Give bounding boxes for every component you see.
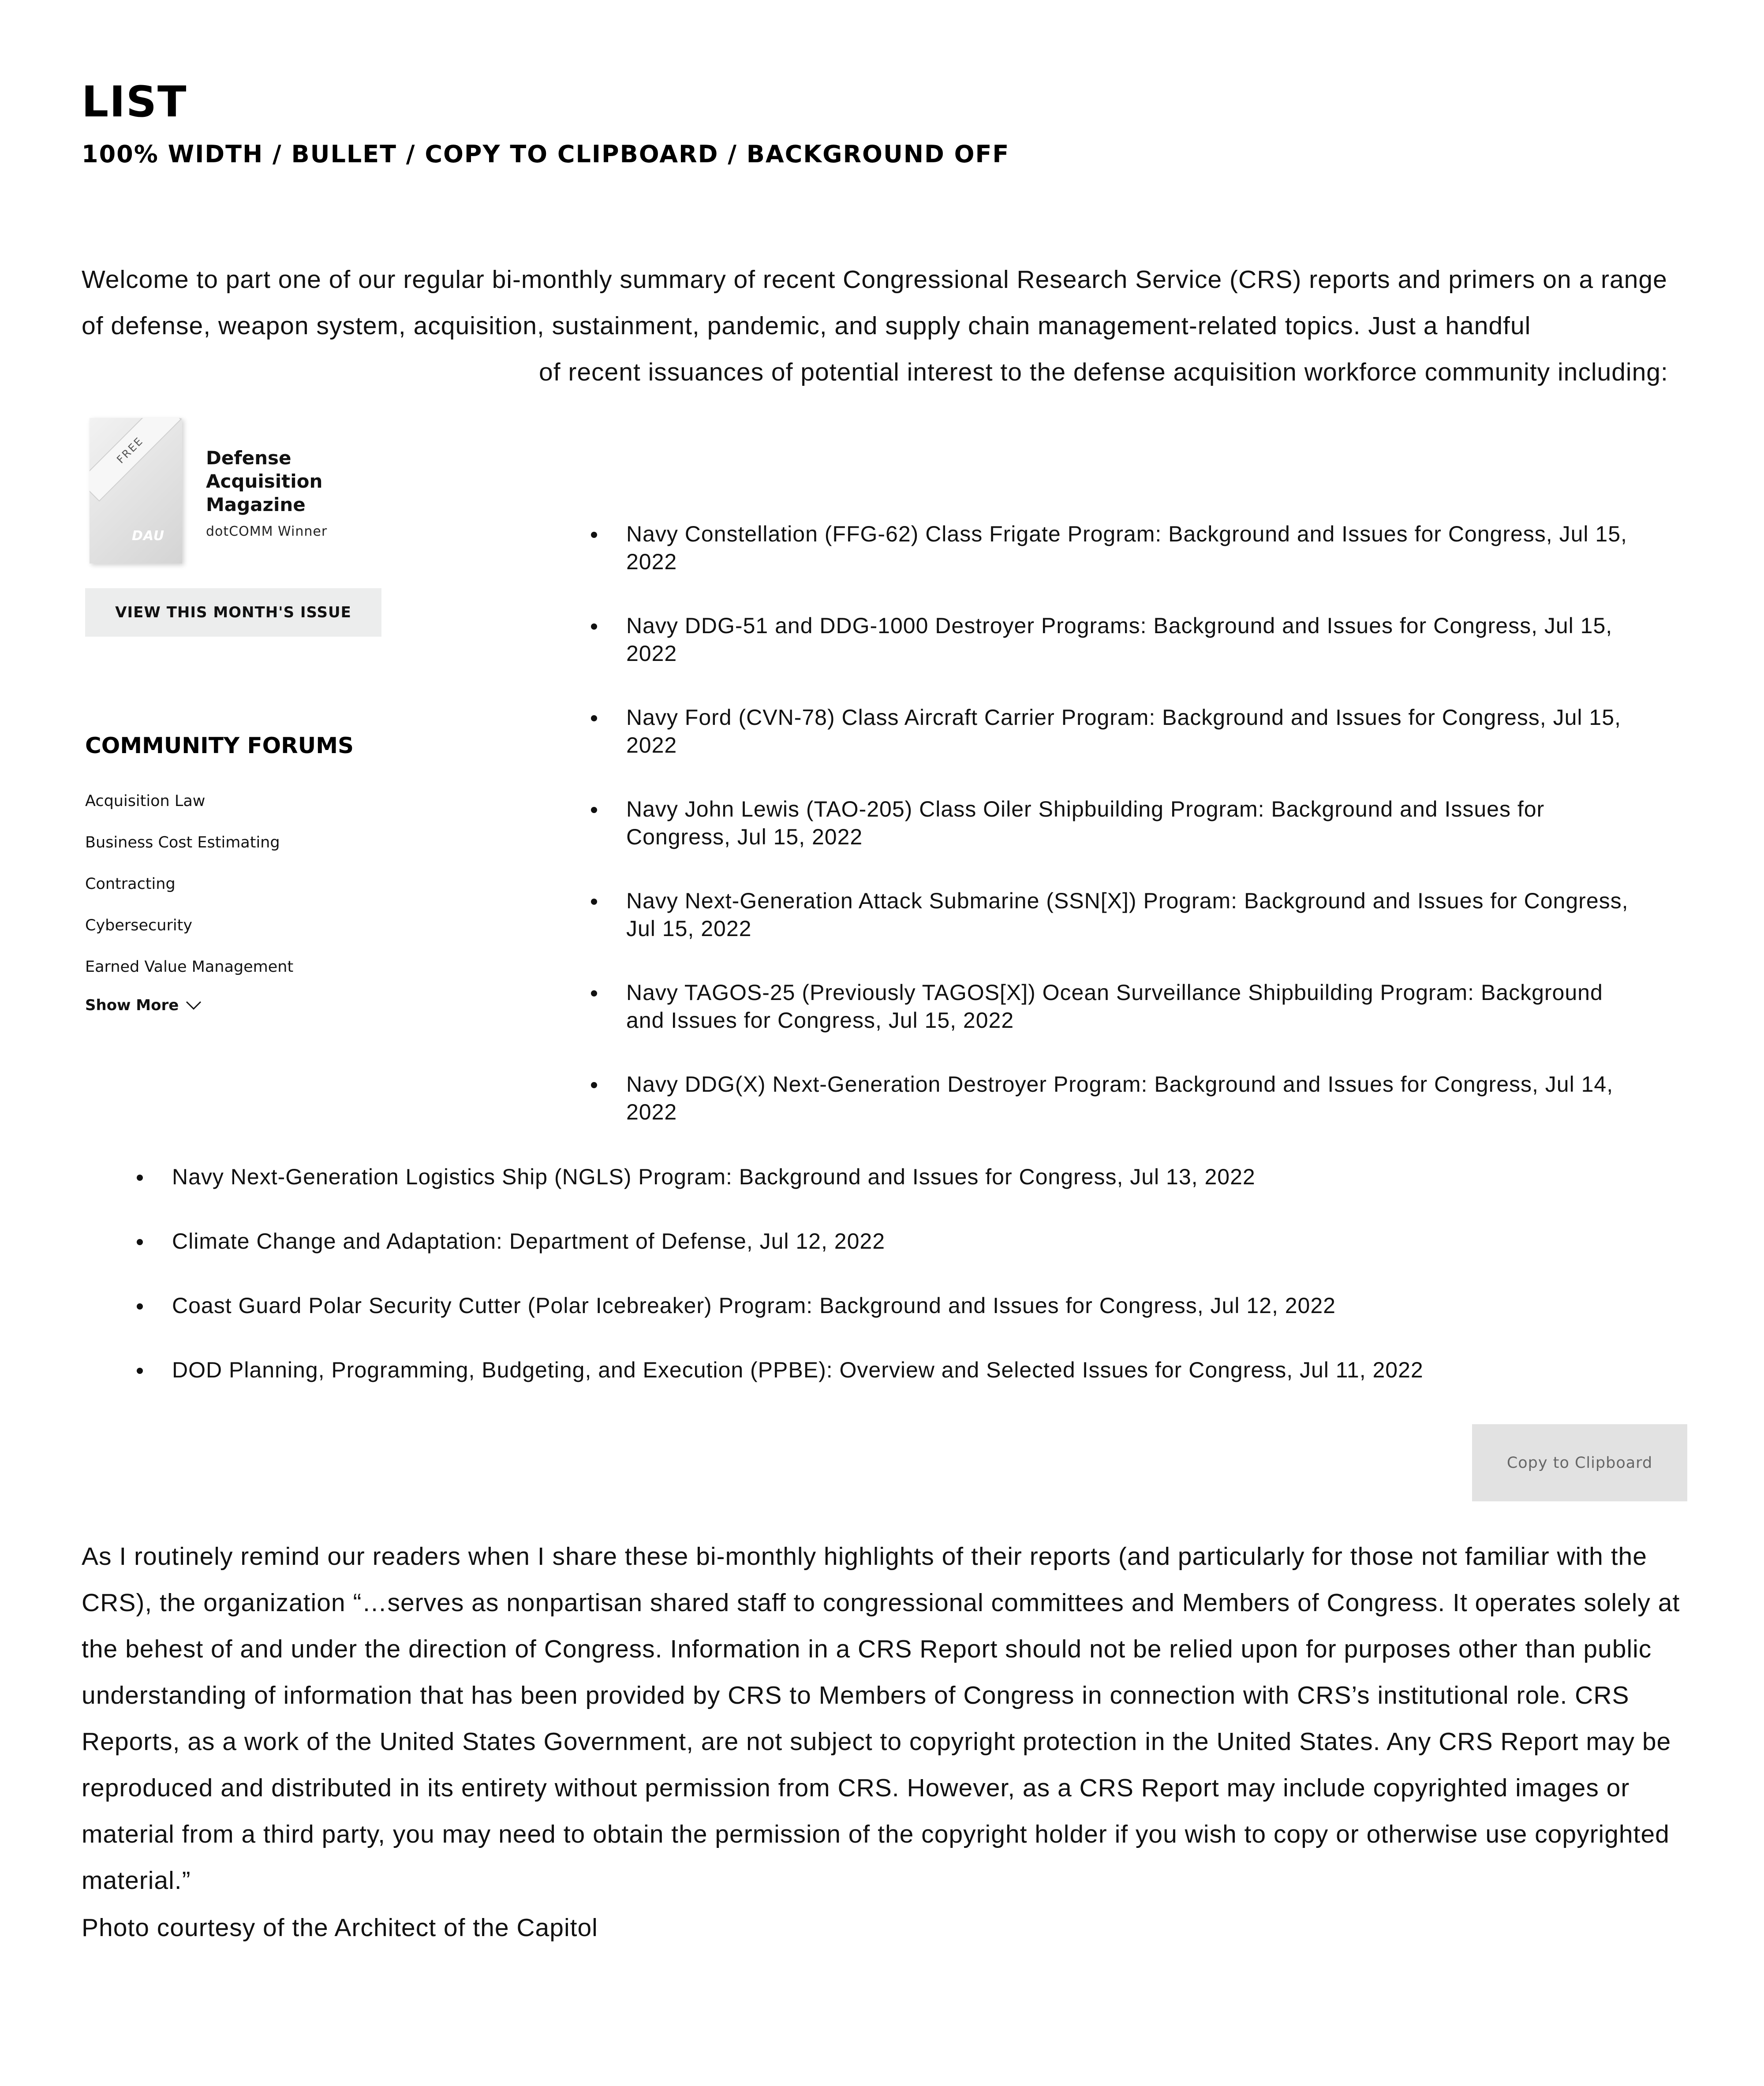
- copy-to-clipboard-button[interactable]: Copy to Clipboard: [1472, 1424, 1687, 1501]
- report-title: Navy Next-Generation Attack Submarine (SSN[X]) Program: Background and Issues for Congress, Jul 15, 2022: [626, 888, 1629, 941]
- report-title: Navy DDG(X) Next-Generation Destroyer Program: Background and Issues for Congress, Jul 14, 2022: [626, 1072, 1614, 1124]
- free-ribbon: [90, 418, 182, 502]
- view-this-months-issue-button[interactable]: VIEW THIS MONTH'S ISSUE: [85, 588, 381, 637]
- report-title: Coast Guard Polar Security Cutter (Polar Icebreaker) Program: Background and Issues for Congress, Jul 12, 2022: [172, 1293, 1336, 1318]
- list-item: [591, 612, 1641, 704]
- bullet-dot: [137, 1239, 143, 1245]
- dau-logo: DAU: [132, 528, 165, 544]
- report-title: DOD Planning, Programming, Budgeting, and Execution (PPBE): Overview and Selected Issues for Congress, Jul 11, 2022: [172, 1358, 1424, 1382]
- list-item: [591, 795, 1641, 887]
- list-item: [591, 887, 1641, 979]
- list-item: [591, 704, 1641, 795]
- forum-link-contracting[interactable]: Contracting: [85, 875, 176, 893]
- bullet-dot: [591, 1082, 597, 1088]
- magazine-title[interactable]: Defense Acquisition Magazine: [206, 447, 323, 515]
- bullet-dot: [591, 623, 597, 630]
- intro-paragraph: Welcome to part one of our regular bi-monthly summary of recent Congressional Research Service (CRS) reports and primers on a range of defense, weapon system, acquisition, sustainment, pandemic, and supply chain management-related topics. Just a handful: [82, 265, 1667, 340]
- list-item: [137, 1228, 1680, 1292]
- report-title: Climate Change and Adaptation: Department of Defense, Jul 12, 2022: [172, 1229, 886, 1254]
- community-forums-heading: COMMUNITY FORUMS: [85, 733, 354, 758]
- chevron-down-icon: [185, 1000, 202, 1011]
- bullet-dot: [591, 990, 597, 996]
- crs-disclaimer-paragraph: As I routinely remind our readers when I share these bi-monthly highlights of their reports (and particularly for those not familiar with the CRS), the organization “…serves as nonpartisan shared staff to congressional committees and Members of Congress. It operates solely at the behest of and under the direction of Congress. Information in a CRS Report should not be relied upon for purposes other than public understanding of information that has been provided by CRS to Members of Congress in connection with CRS’s institutional role. CRS Reports, as a work of the United States Government, are not subject to copyright protection in the United States. Any CRS Report may be reproduced and distributed in its entirety without permission from CRS. However, as a CRS Report may include copyrighted images or material from a third party, you may need to obtain the permission of the copyright holder if you wish to copy or otherwise use copyrighted material.”: [82, 1542, 1680, 1895]
- page-title: LIST: [82, 77, 187, 127]
- report-list-continued: [137, 1163, 1680, 1421]
- list-item: [591, 979, 1641, 1071]
- list-item: [137, 1356, 1680, 1421]
- forum-link-earned-value-management[interactable]: Earned Value Management: [85, 958, 294, 976]
- list-item: [591, 1071, 1641, 1162]
- magazine-cover-image[interactable]: [90, 418, 182, 563]
- bullet-dot: [591, 807, 597, 813]
- forum-link-acquisition-law[interactable]: Acquisition Law: [85, 792, 206, 810]
- report-title: Navy John Lewis (TAO-205) Class Oiler Shipbuilding Program: Background and Issues for Congress, Jul 15, 2022: [626, 797, 1545, 849]
- bullet-dot: [137, 1303, 143, 1310]
- forum-link-business-cost-estimating[interactable]: Business Cost Estimating: [85, 834, 280, 851]
- list-item: [591, 520, 1641, 612]
- photo-credit: Photo courtesy of the Architect of the Capitol: [82, 1914, 598, 1942]
- report-title: Navy Ford (CVN-78) Class Aircraft Carrier Program: Background and Issues for Congress, Jul 15, 2022: [626, 705, 1621, 758]
- intro-paragraph-continued: of recent issuances of potential interest to the defense acquisition workforce community including:: [539, 358, 1668, 386]
- bullet-dot: [137, 1368, 143, 1374]
- bullet-dot: [137, 1175, 143, 1181]
- forum-link-cybersecurity[interactable]: Cybersecurity: [85, 917, 193, 934]
- list-item: [137, 1292, 1680, 1356]
- community-forums-list: [85, 789, 293, 988]
- report-title: Navy TAGOS-25 (Previously TAGOS[X]) Ocean Surveillance Shipbuilding Program: Background and Issues for Congress, Jul 15, 2022: [626, 980, 1603, 1033]
- bullet-dot: [591, 715, 597, 721]
- bullet-dot: [591, 532, 597, 538]
- show-more-label: Show More: [85, 996, 179, 1014]
- report-title: Navy DDG-51 and DDG-1000 Destroyer Programs: Background and Issues for Congress, Jul 15, 2022: [626, 613, 1613, 666]
- magazine-award: dotCOMM Winner: [206, 524, 328, 539]
- magazine-card[interactable]: [82, 410, 478, 569]
- report-title: Navy Next-Generation Logistics Ship (NGLS) Program: Background and Issues for Congress, Jul 13, 2022: [172, 1164, 1256, 1189]
- page-subtitle: 100% WIDTH / BULLET / COPY TO CLIPBOARD / BACKGROUND OFF: [82, 140, 1010, 168]
- report-title: Navy Constellation (FFG-62) Class Frigate Program: Background and Issues for Congress, Jul 15, 2022: [626, 522, 1627, 574]
- list-item: [137, 1163, 1680, 1228]
- bullet-dot: [591, 899, 597, 905]
- show-more-button[interactable]: [85, 996, 202, 1014]
- free-ribbon-label: FREE: [114, 434, 146, 466]
- report-list: [591, 520, 1641, 1162]
